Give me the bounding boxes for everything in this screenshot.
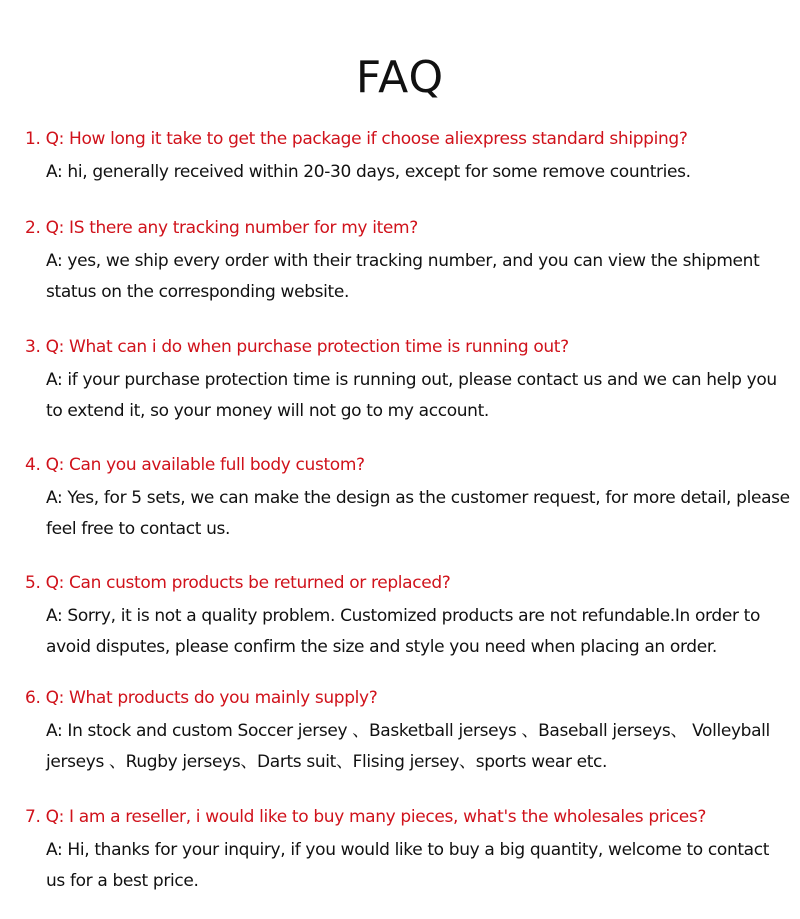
- faq-answer-line: A: Hi, thanks for your inquiry, if you would like to buy a big quantity, welcome to contact: [46, 840, 770, 860]
- faq-answer-line: A: if your purchase protection time is running out, please contact us and we can help you: [46, 370, 777, 390]
- faq-answer: [46, 483, 790, 545]
- faq-question: 6. Q: What products do you mainly supply?: [25, 688, 378, 708]
- faq-answer-line: status on the corresponding website.: [46, 282, 350, 302]
- faq-answer: [46, 246, 771, 308]
- faq-answer-line: A: Sorry, it is not a quality problem. Customized products are not refundable.In order to: [46, 606, 761, 626]
- faq-answer-line: A: hi, generally received within 20-30 days, except for some remove countries.: [46, 162, 691, 182]
- faq-answer-line: feel free to contact us.: [46, 519, 231, 539]
- faq-question: 2. Q: IS there any tracking number for my item?: [25, 218, 418, 238]
- page-title: FAQ: [355, 52, 445, 103]
- faq-question: 5. Q: Can custom products be returned or replaced?: [25, 573, 451, 593]
- faq-answer-line: avoid disputes, please confirm the size and style you need when placing an order.: [46, 637, 717, 657]
- faq-question: 3. Q: What can i do when purchase protection time is running out?: [25, 337, 569, 357]
- faq-answer-line: A: In stock and custom Soccer jersey 、Basketball jerseys 、Baseball jerseys、 Volleyball: [46, 721, 770, 741]
- faq-answer: [46, 365, 777, 427]
- faq-answer-line: jerseys 、Rugby jerseys、Darts suit、Flising jersey、sports wear etc.: [46, 752, 608, 772]
- faq-answer: [46, 835, 771, 897]
- faq-question: 4. Q: Can you available full body custom?: [25, 455, 365, 475]
- faq-answer-line: A: yes, we ship every order with their tracking number, and you can view the shipment: [46, 251, 760, 271]
- faq-answer: [46, 601, 771, 663]
- faq-question: 1. Q: How long it take to get the package if choose aliexpress standard shipping?: [25, 129, 688, 149]
- faq-question: 7. Q: I am a reseller, i would like to buy many pieces, what's the wholesales prices?: [25, 807, 707, 827]
- faq-answer-line: to extend it, so your money will not go to my account.: [46, 401, 489, 421]
- faq-answer-line: A: Yes, for 5 sets, we can make the design as the customer request, for more detail, please: [46, 488, 790, 508]
- faq-answer: [46, 157, 771, 188]
- faq-answer-line: us for a best price.: [46, 871, 199, 891]
- faq-answer: [46, 716, 771, 778]
